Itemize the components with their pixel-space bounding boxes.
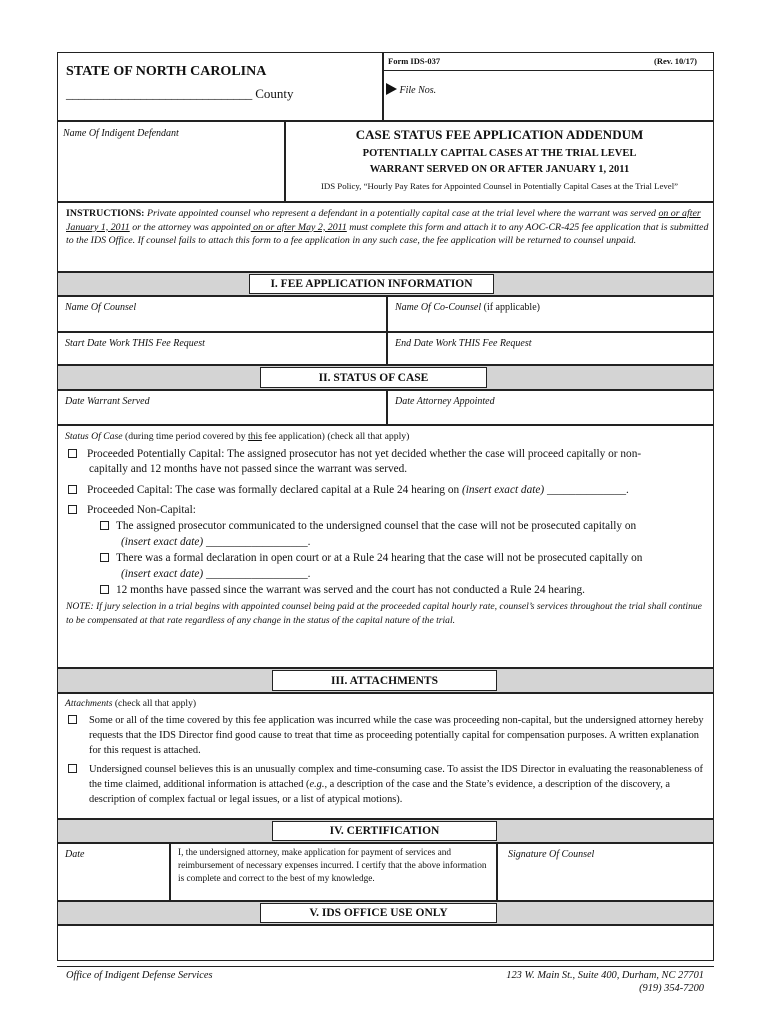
- suboption-2-line-a: There was a formal declaration in open court or at a Rule 24 hearing that the case will not be prosecuted capitally on: [116, 552, 643, 564]
- option-2-blank[interactable]: ______________.: [544, 484, 629, 496]
- section-2-title: II. STATUS OF CASE: [260, 367, 487, 388]
- suboption-1-blank[interactable]: __________________.: [203, 536, 311, 548]
- checkbox-potentially-capital[interactable]: [68, 449, 77, 458]
- instructions-text: [66, 207, 710, 248]
- option-1-line-b: capitally and 12 months have not passed since the warrant was served.: [89, 463, 408, 475]
- suboption-2-line-b: [121, 567, 311, 582]
- checkbox-non-capital[interactable]: [68, 505, 77, 514]
- suboption-12-months: [100, 583, 585, 598]
- cocounsel-note: (if applicable): [481, 302, 540, 313]
- form-revision: (Rev. 10/17): [654, 56, 697, 66]
- suboption-1-line-b: [121, 535, 311, 550]
- attachment-1-text: Some or all of the time covered by this fee application was incurred while the case was proceeding non-capital, but the undersigned attorney hereby requests that the IDS Director find good cause to treat that time as proceeding potentially capital for compensation purposes. A written explanation for this request is attached.: [89, 715, 704, 756]
- jury-note: NOTE: If jury selection in a trial begins with appointed counsel being paid at the proceeded capital hourly rate, counsel’s services throughout the trial shall continue to be compensated at that rate regardless of any change in the status of the capital nature of the trial.: [66, 601, 702, 626]
- checkbox-capital[interactable]: [68, 485, 77, 494]
- attachments-label: [65, 698, 196, 709]
- section-5-title: V. IDS OFFICE USE ONLY: [260, 903, 497, 923]
- suboption-1-line-a: The assigned prosecutor communicated to the undersigned counsel that the case will not be prosecuted capitally on: [116, 520, 637, 532]
- instructions-part-1: Private appointed counsel who represent a defendant in a potentially capital case at the trial level where the warrant was served: [146, 208, 659, 219]
- section-1-title: I. FEE APPLICATION INFORMATION: [249, 274, 494, 294]
- suboption-3-text: 12 months have passed since the warrant was served and the court has not conducted a Rule 24 hearing.: [116, 584, 585, 596]
- checkbox-good-cause[interactable]: [68, 715, 77, 724]
- option-2-text: Proceeded Capital: The case was formally declared capital at a Rule 24 hearing on: [87, 484, 462, 496]
- appointed-date-label: Date Attorney Appointed: [395, 396, 495, 407]
- county-line[interactable]: [66, 86, 294, 102]
- form-subtitle-1: POTENTIALLY CAPITAL CASES AT THE TRIAL LEVEL: [362, 148, 637, 159]
- cert-statement: I, the undersigned attorney, make application for payment of services and reimbursement of necessary expenses incurred. I certify that the above information is complete and correct to the best of my knowledge.: [178, 848, 487, 884]
- option-1-line-a: Proceeded Potentially Capital: The assigned prosecutor has not yet decided whether the case will proceed capitally or non-: [87, 448, 642, 460]
- form-number: Form IDS-037: [388, 56, 441, 66]
- attachment-2-part-1: Undersigned counsel believes this is an unusually complex and time-consuming case. To assist the IDS Director in evaluating the reasonableness of the time claimed, additional information is attached (: [89, 764, 704, 790]
- signature-label: Signature Of Counsel: [508, 849, 595, 860]
- form-number-divider: [383, 70, 714, 71]
- cert-date-label: Date: [65, 849, 85, 860]
- checkbox-prosecutor-communicated[interactable]: [100, 521, 109, 530]
- suboption-1-date-hint: (insert exact date): [121, 536, 204, 548]
- attachments-label-text: Attachments: [65, 698, 113, 709]
- attachment-2-text: [89, 762, 707, 807]
- option-capital: [68, 483, 629, 498]
- county-blank: ______________________________: [66, 86, 253, 101]
- arrow-right-icon: [386, 83, 397, 95]
- status-label-text: Status Of Case: [65, 431, 123, 442]
- footer-office: Office of Indigent Defense Services: [66, 970, 213, 981]
- attachment-2-part-2: , a description of the case and the State’s evidence, a description of the discovery, a description of complex factual or legal issues, or a list of atypical motions).: [89, 779, 671, 805]
- attachments-label-note: (check all that apply): [112, 698, 197, 709]
- end-date-label: End Date Work THIS Fee Request: [395, 338, 532, 349]
- attachment-complex-case: [68, 762, 87, 777]
- section-4-title: IV. CERTIFICATION: [272, 821, 497, 841]
- defendant-label: Name Of Indigent Defendant: [63, 128, 179, 139]
- status-note-1: (during time period covered by: [122, 431, 248, 442]
- instructions-part-3: must complete this form and attach it to any AOC-CR-425 fee application that is submitted to the IDS Office. If counsel fails to attach this form to a fee application in any such case, the fee application will be returned to counsel unpaid.: [66, 221, 709, 247]
- ids-policy: IDS Policy, “Hourly Pay Rates for Appointed Counsel in Potentially Capital Cases at the Trial Level”: [320, 181, 679, 191]
- checkbox-12-months[interactable]: [100, 585, 109, 594]
- footer-phone: (919) 354-7200: [639, 983, 704, 994]
- option-non-capital: [68, 503, 196, 518]
- section-3-title: III. ATTACHMENTS: [272, 670, 497, 691]
- option-2-date-hint: (insert exact date): [461, 484, 545, 496]
- county-label: County: [255, 86, 294, 101]
- option-3-text: Proceeded Non-Capital:: [87, 504, 196, 516]
- file-nos-label: File Nos.: [399, 85, 437, 96]
- instructions-date-1: on or after January 1, 2011: [66, 208, 701, 233]
- instructions-part-2: or the attorney was appointed: [129, 221, 251, 233]
- attachment-good-cause: [68, 713, 87, 728]
- warrant-date-label: Date Warrant Served: [65, 396, 150, 407]
- cocounsel-label: [395, 302, 540, 313]
- suboption-prosecutor: [100, 519, 636, 534]
- suboption-declaration: [100, 551, 642, 566]
- footer-rule: [57, 966, 714, 967]
- form-subtitle-2: WARRANT SERVED ON OR AFTER JANUARY 1, 2011: [369, 164, 630, 175]
- checkbox-complex-case[interactable]: [68, 764, 77, 773]
- checkbox-formal-declaration[interactable]: [100, 553, 109, 562]
- counsel-name-label: Name Of Counsel: [65, 302, 137, 313]
- suboption-2-date-hint: (insert exact date): [121, 568, 204, 580]
- cocounsel-label-text: Name Of Co-Counsel: [395, 302, 482, 313]
- status-note-this: this: [247, 431, 262, 442]
- form-title: CASE STATUS FEE APPLICATION ADDENDUM: [355, 127, 644, 142]
- state-title: STATE OF NORTH CAROLINA: [66, 64, 267, 79]
- status-label: [65, 431, 409, 442]
- status-note-2: fee application) (check all that apply): [261, 431, 410, 442]
- suboption-2-blank[interactable]: __________________.: [203, 568, 311, 580]
- instructions-date-2: on or after May 2, 2011: [250, 221, 347, 233]
- start-date-label: Start Date Work THIS Fee Request: [65, 338, 205, 349]
- attachment-2-eg: e.g.: [309, 779, 325, 790]
- footer-address: 123 W. Main St., Suite 400, Durham, NC 27701: [506, 970, 704, 981]
- file-nos-field[interactable]: [386, 83, 436, 96]
- instructions-head: INSTRUCTIONS:: [66, 208, 145, 219]
- option-potentially-capital: [68, 447, 708, 462]
- office-use-box: [57, 925, 714, 961]
